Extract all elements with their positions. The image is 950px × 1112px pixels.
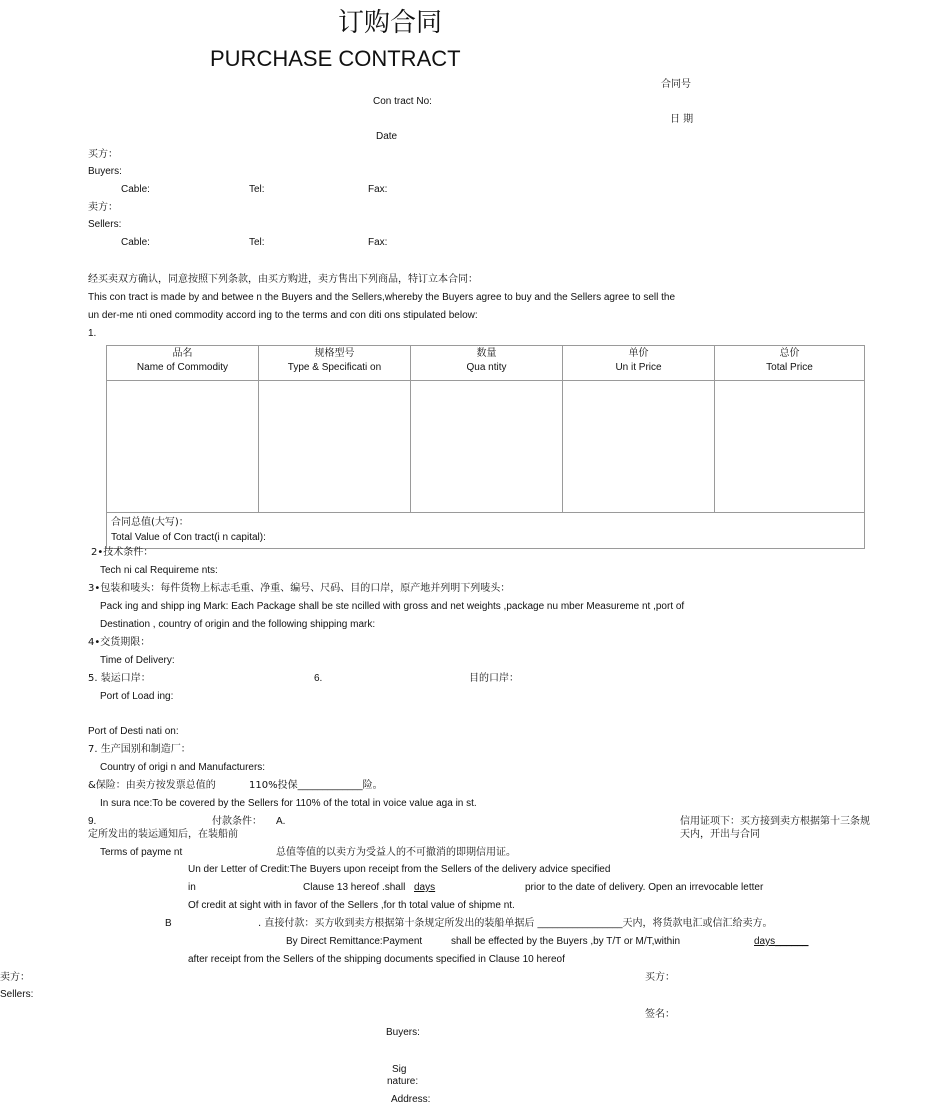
date-label-cn: 日 期: [670, 114, 694, 125]
clause-9-lc-clause-ref: Clause 13 hereof .shall: [303, 882, 406, 893]
clause-6-heading-cn: 目的口岸：: [469, 673, 519, 684]
col-quantity: 数量 Qua ntity: [411, 346, 563, 381]
clause-8-heading-cn: &保险：由卖方按发票总值的: [88, 780, 216, 791]
seller-tel-label: Tel:: [249, 237, 265, 248]
buyer-label-cn: 买方：: [88, 149, 118, 160]
table-header-row: [107, 346, 865, 381]
clause-9-remittance-text-line1: By Direct Remittance:Payment: [286, 936, 423, 947]
cell-specification[interactable]: [259, 381, 411, 513]
contract-total-value[interactable]: 合同总值(大写)： Total Value of Con tract(i n capital):: [107, 513, 865, 549]
clause-9-remittance-text-cn: . 直接付款：买方收到卖方根据第十条规定所发出的装船单据后 _________________天内，将货款电汇或信汇给卖方。: [258, 918, 773, 929]
col-specification: 规格型号 Type & Specificati on: [259, 346, 411, 381]
title-chinese: 订购合同: [338, 8, 443, 38]
clause-9-remittance-text-line2: after receipt from the Sellers of the shipping documents specified in Clause 10 hereof: [188, 954, 565, 965]
clause-9-lc-days-field[interactable]: days: [414, 882, 436, 893]
date-label: Date: [376, 131, 398, 142]
clause-9-lc-text-line2-start: in: [188, 882, 196, 893]
clause-9-option-a: A.: [276, 816, 286, 827]
contract-no-label: Con tract No:: [373, 96, 432, 107]
clause-9-lc-text-line3: Of credit at sight with in favor of the Sellers ,for th total value of shipme nt.: [188, 900, 515, 911]
clause-3-text-line1: Pack ing and shipp ing Mark: Each Package shall be ste ncilled with gross and net weights ,package nu mber Measureme nt ,port of: [100, 601, 685, 612]
buyer-tel-label: Tel:: [249, 184, 265, 195]
seller-label-cn: 卖方：: [88, 202, 118, 213]
clause-9-lc-text-cn-line3: 总值等值的以卖方为受益人的不可撤消的即期信用证。: [276, 847, 516, 858]
col-commodity: 品名 Name of Commodity: [107, 346, 259, 381]
clause-9-heading-cn: 付款条件：: [212, 816, 262, 827]
clause-8-insurance-cn: 110%投保_____________险。: [249, 780, 383, 791]
clause-4-heading: Time of Delivery:: [100, 655, 175, 666]
buyer-cable-label: Cable:: [121, 184, 150, 195]
clause-2-heading-cn: 2•技术条件：: [91, 547, 154, 558]
clause-9-lc-text-cn-line2: 定所发出的装运通知后，在装船前: [88, 829, 238, 840]
address-label: Address:: [391, 1094, 431, 1105]
clause-5-heading: Port of Load ing:: [100, 691, 174, 702]
cell-unit-price[interactable]: [563, 381, 715, 513]
signature-label-line2: nature:: [387, 1076, 419, 1087]
buyer-label: Buyers:: [88, 166, 122, 177]
clause-1-number: 1.: [88, 328, 97, 339]
table-total-row: [107, 513, 865, 549]
table-row: [107, 381, 865, 513]
clause-9-remittance-text-line1-mid: shall be effected by the Buyers ,by T/T or M/T,within: [451, 936, 680, 947]
buyer-fax-label: Fax:: [368, 184, 388, 195]
clause-9-number: 9.: [88, 816, 97, 827]
clause-9-heading: Terms of payme nt: [100, 847, 183, 858]
intro-text-line1: This con tract is made by and betwee n the Buyers and the Sellers,whereby the Buyers agree to buy and the Sellers agree to sell the: [88, 292, 676, 303]
clause-7-heading-cn: 7. 生产国别和制造厂：: [88, 744, 191, 755]
signature-buyer-label: Buyers:: [386, 1027, 420, 1038]
page-title: PURCHASE CONTRACT: [210, 46, 461, 71]
signature-label-line1: Sig: [392, 1064, 407, 1075]
contract-no-label-cn: 合同号: [661, 79, 691, 90]
clause-9-remittance-days-field[interactable]: days______: [754, 936, 809, 947]
clause-6-heading: Port of Desti nati on:: [88, 726, 179, 737]
clause-9-lc-text-cn-line1: 信用证项下：买方接到卖方根据第十三条规: [680, 816, 870, 827]
cell-total-price[interactable]: [715, 381, 865, 513]
clause-3-heading-cn: 3•包装和唛头：每件货物上标志毛重、净重、编号、尺码、目的口岸，原产地并列明下列唛头：: [88, 583, 511, 594]
clause-2-heading: Tech ni cal Requireme nts:: [100, 565, 218, 576]
clause-4-heading-cn: 4•交货期限：: [88, 637, 151, 648]
signature-buyer-label-cn: 买方：: [645, 972, 675, 983]
cell-quantity[interactable]: [411, 381, 563, 513]
clause-9-option-b: B: [165, 918, 172, 929]
clause-9-lc-text-cn-line2-end: 天内，开出与合同: [680, 829, 760, 840]
cell-commodity[interactable]: [107, 381, 259, 513]
signature-label-cn: 签名：: [645, 1009, 675, 1020]
signature-seller-label: Sellers:: [0, 989, 34, 1000]
clause-9-lc-text-line2-end: prior to the date of delivery. Open an irrevocable letter: [525, 882, 764, 893]
commodity-table: [106, 345, 865, 549]
signature-seller-label-cn: 卖方：: [0, 972, 30, 983]
intro-text-cn: 经买卖双方确认，同意按照下列条款，由买方购进，卖方售出下列商品，特订立本合同：: [88, 274, 478, 285]
intro-text-line2: un der-me nti oned commodity accord ing to the terms and con diti ons stipulated below:: [88, 310, 478, 321]
seller-cable-label: Cable:: [121, 237, 150, 248]
clause-3-text-line2: Destination , country of origin and the following shipping mark:: [100, 619, 376, 630]
clause-9-lc-text-line1: Un der Letter of Credit:The Buyers upon receipt from the Sellers of the delivery advice specified: [188, 864, 611, 875]
col-total-price: 总价 Total Price: [715, 346, 865, 381]
seller-label: Sellers:: [88, 219, 122, 230]
col-unit-price: 单价 Un it Price: [563, 346, 715, 381]
clause-6-number: 6.: [314, 673, 323, 684]
clause-8-text: In sura nce:To be covered by the Sellers for 110% of the total in voice value aga in st.: [100, 798, 477, 809]
clause-5-heading-cn: 5. 装运口岸：: [88, 673, 151, 684]
clause-7-heading: Country of origi n and Manufacturers:: [100, 762, 266, 773]
seller-fax-label: Fax:: [368, 237, 388, 248]
